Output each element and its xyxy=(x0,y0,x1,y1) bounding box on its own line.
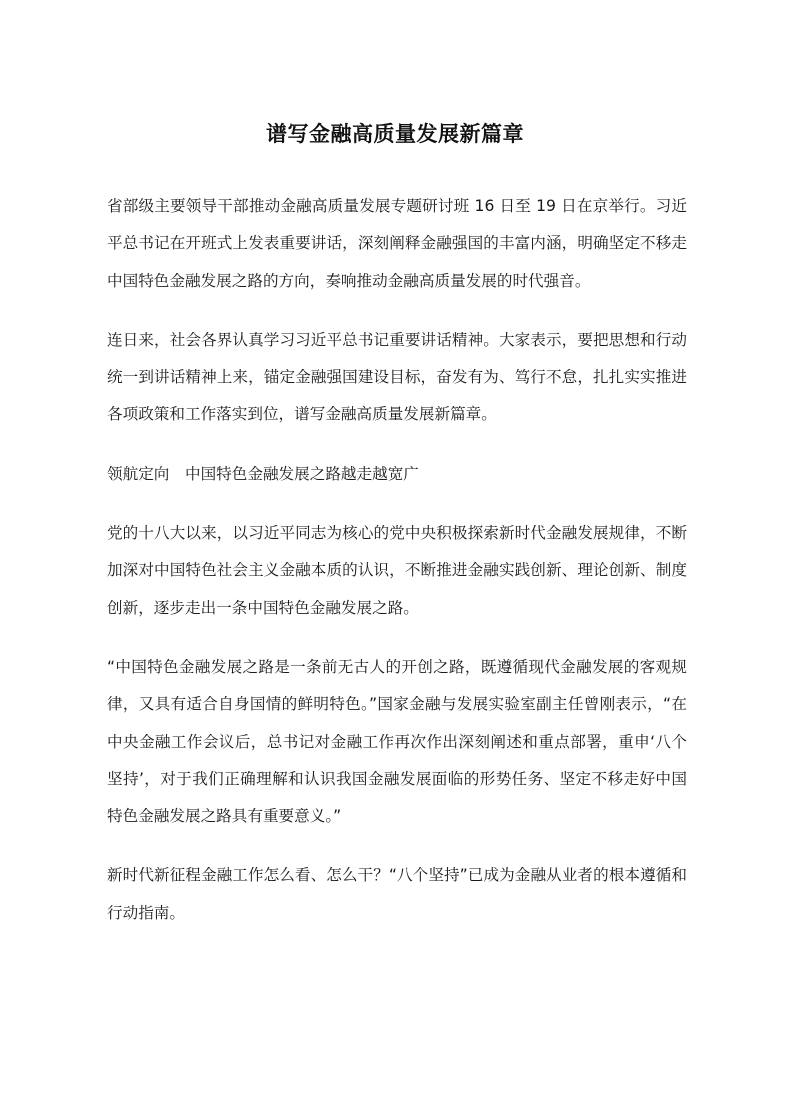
section-heading: 领航定向 中国特色金融发展之路越走越宽广 xyxy=(107,464,419,483)
paragraph-reaction: 连日来，社会各界认真学习习近平总书记重要讲话精神。大家表示，要把思想和行动统一到讲话精神上来，锚定金融强国建设目标，奋发有为、笃行不怠，扎扎实实推进各项政策和工作落实到位，谱写金融高质量发展新篇章。 xyxy=(107,330,687,424)
paragraph-intro: 省部级主要领导干部推动金融高质量发展专题研讨班 16 日至 19 日在京举行。习近平总书记在开班式上发表重要讲话，深刻阐释金融强国的丰富内涵，明确坚定不移走中国特色金融发展之路的方向，奏响推动金融高质量发展的时代强音。 xyxy=(107,197,687,290)
paragraph-quote: “中国特色金融发展之路是一条前无古人的开创之路，既遵循现代金融发展的客观规律，又具有适合自身国情的鲜明特色。”国家金融与发展实验室副主任曾刚表示，“在中央金融工作会议后，总书记对金融工作再次作出深刻阐述和重点部署，重申‘八个坚持’，对于我们正确理解和认识我国金融发展面临的形势任务、坚定不移走好中国特色金融发展之路具有重要意义。” xyxy=(107,657,687,826)
document-body xyxy=(107,188,687,954)
paragraph-closing: 新时代新征程金融工作怎么看、怎么干？“八个坚持”已成为金融从业者的根本遵循和行动指南。 xyxy=(107,866,687,922)
document-title: 谱写金融高质量发展新篇章 xyxy=(266,122,524,146)
paragraph-background: 党的十八大以来，以习近平同志为核心的党中央积极探索新时代金融发展规律，不断加深对中国特色社会主义金融本质的认识，不断推进金融实践创新、理论创新、制度创新，逐步走出一条中国特色金融发展之路。 xyxy=(107,524,687,617)
